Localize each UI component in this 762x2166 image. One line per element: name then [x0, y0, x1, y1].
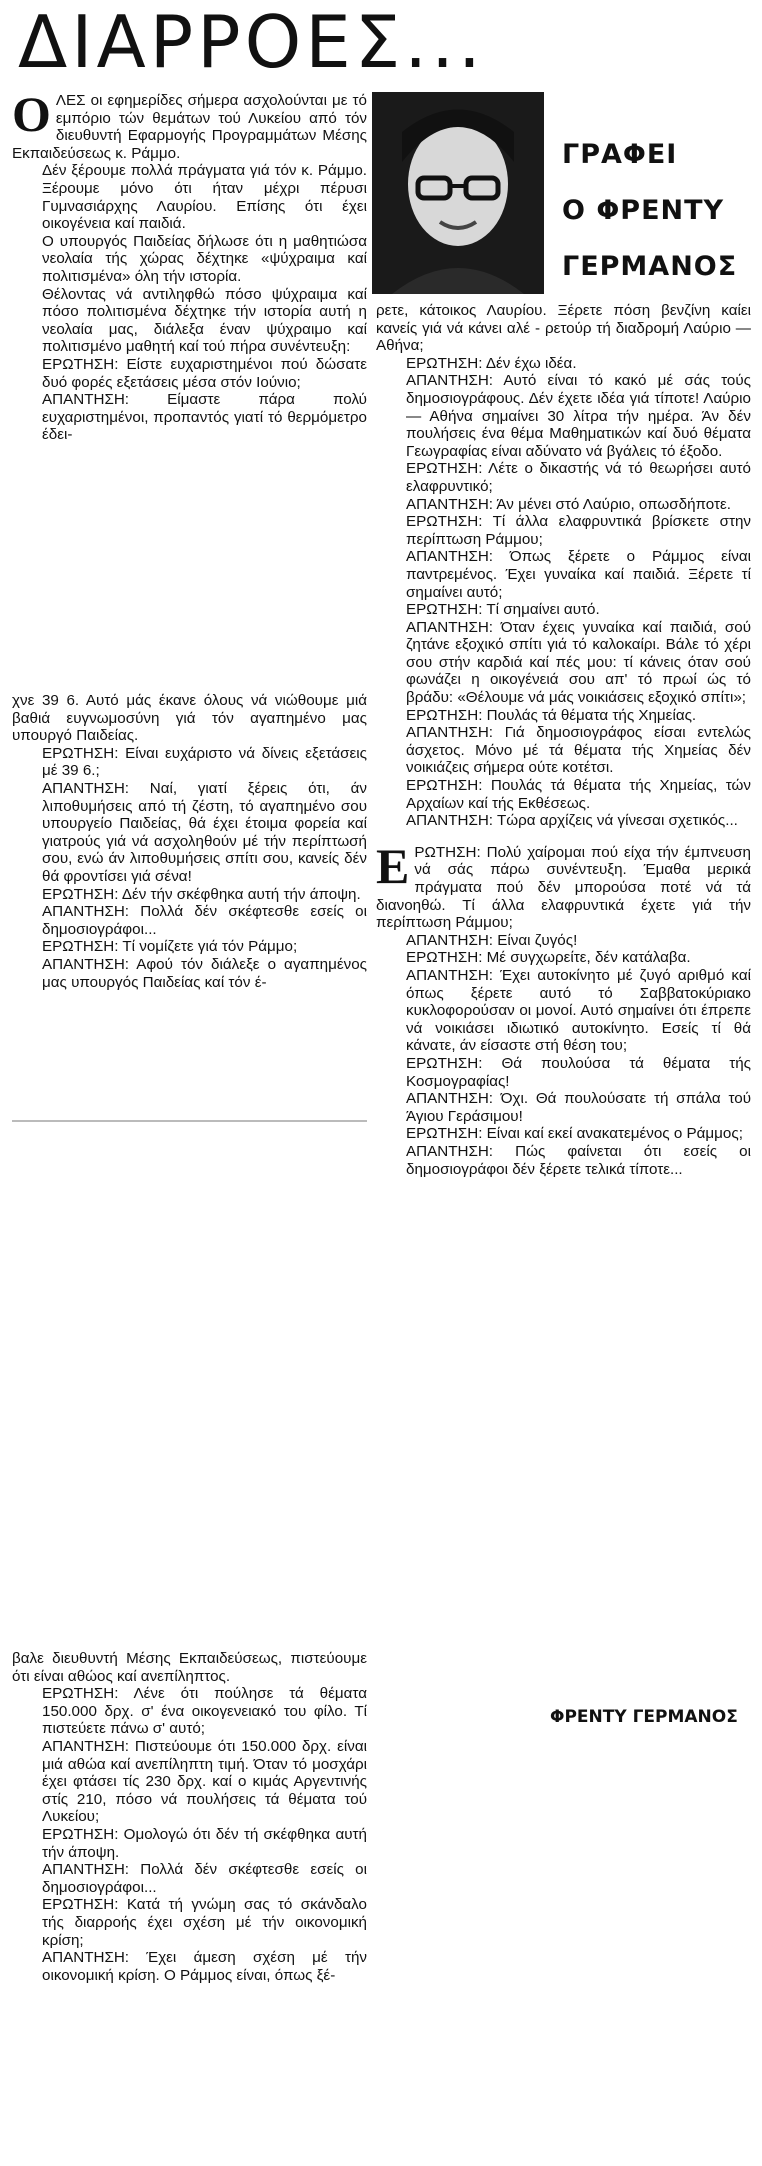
paragraph: βαλε διευθυντή Μέσης Εκπαιδεύσεως, πιστεύουμε ότι είναι αθώος καί ανεπίληπτος.	[12, 1650, 367, 1685]
answer: ΑΠΑΝΤΗΣΗ: Είναι ζυγός!	[406, 931, 578, 949]
paragraph: Ο υπουργός Παιδείας δήλωσε ότι η μαθητιώσα νεολαία τής χώρας δέχτηκε «ψύχραιμα καί πολιτισμένα» όλη τήν ιστορία.	[42, 232, 367, 285]
byline-box	[372, 92, 750, 294]
question: ΕΡΩΤΗΣΗ: Λέτε ο δικαστής νά τό θεωρήσει αυτό ελαφρυντικό;	[406, 460, 751, 495]
column-1	[12, 86, 367, 444]
answer: ΑΠΑΝΤΗΣΗ: Άν μένει στό Λαύριο, οπωσδήποτε.	[406, 495, 731, 513]
byline-line2: Ο ΦΡΕΝΤΥ	[562, 195, 725, 226]
paragraph: χνε 39 6. Αυτό μάς έκανε όλους νά νιώθουμε μιά βαθιά ευγνωμοσύνη γιά τόν αγαπημένο μας υπουργό Παιδείας.	[12, 692, 367, 745]
answer: ΑΠΑΝΤΗΣΗ: Αφού τόν διάλεξε ο αγαπημένος μας υπουργός Παιδείας καί τόν έ-	[42, 955, 367, 991]
headline: ΔΙΑΡΡΟΕΣ...	[18, 0, 485, 84]
question: ΕΡΩΤΗΣΗ: Δέν έχω ιδέα.	[406, 354, 577, 372]
answer: ΑΠΑΝΤΗΣΗ: Όπως ξέρετε ο Ράμμος είναι παντρεμένος. Έχει γυναίκα καί παιδιά. Ξέρετε τί σημαίνει αυτό;	[406, 548, 751, 601]
answer: ΑΠΑΝΤΗΣΗ: Έχει άμεση σχέση μέ τήν οικονομική κρίση. Ο Ράμμος είναι, όπως ξέ-	[42, 1949, 367, 1984]
question: ΕΡΩΤΗΣΗ: Είναι ευχάριστο νά δίνεις εξετάσεις μέ 39 6.;	[42, 744, 367, 780]
answer: ΑΠΑΝΤΗΣΗ: Πολλά δέν σκέφτεσθε εσείς οι δημοσιογράφοι...	[42, 903, 367, 938]
answer: ΑΠΑΝΤΗΣΗ: Πιστεύουμε ότι 150.000 δρχ. είναι μιά αθώα καί ανεπίληπτη τιμή. Όταν τό μοσχάρι έχει φτάσει τίς 230 δρχ. καί ο κιμάς Αργεντινής στίς 210, πόσο νά πουλήσεις τά θέματα τού Λυκείου;	[42, 1737, 367, 1826]
question: ΕΡΩΤΗΣΗ: Μέ συγχωρείτε, δέν κατάλαβα.	[406, 949, 691, 967]
answer: ΑΠΑΝΤΗΣΗ: Ναί, γιατί ξέρεις ότι, άν λιποθυμήσεις από τή ζέστη, τό αγαπημένο σου υπουργείο Παιδείας, θά έχει έτοιμα φορεία καί γιατρούς γιά νά ασχοληθούν μέ τήν περίπτωσή σου, ενώ άν λιποθυμήσεις σπίτι σου, κανείς δέν θά φροντίσει γιά σένα!	[42, 779, 367, 885]
question: ΕΡΩΤΗΣΗ: Είναι καί εκεί ανακατεμένος ο Ράμμος;	[406, 1125, 743, 1143]
divider	[12, 1120, 367, 1122]
paragraph: ΛΕΣ οι εφημερίδες σήμερα ασχολούνται με τό εμπόριο τών θεμάτων τού Λυκείου από τόν διευθυντή Εφαρμογής Προγραμμάτων Μέσης Εκπαιδεύσεως κ. Ράμμο.	[12, 92, 367, 162]
answer: ΑΠΑΝΤΗΣΗ: Γιά δημοσιογράφος είσαι εντελώς άσχετος. Μόνο μέ τά θέματα τής Χημείας δέν νοικιάζεις σήμερα ούτε κοτέτσι.	[406, 724, 751, 777]
answer: ΑΠΑΝΤΗΣΗ: Έχει αυτοκίνητο μέ ζυγό αριθμό καί όπως ξέρετε αυτό τό Σαββατοκύριακο κυκλοφορούσαν οι μονοί. Αυτό σημαίνει ότι έπρεπε νά νοικιάσει ιδιωτικό αυτοκίνητο. Εσείς τί θά κάνατε, άν είσαστε στή θέση του;	[406, 966, 751, 1055]
byline-line3: ΓΕΡΜΑΝΟΣ	[562, 251, 738, 282]
paragraph: Θέλοντας νά αντιληφθώ πόσο ψύχραιμα καί πόσο πολιτισμένα δέχτηκε τήν ιστορία αυτή η νεολαία μας, διάλεξα έναν ψύχραιμο καί πολιτισμένο μαθητή καί τού πήρα συνέντευξη:	[42, 285, 367, 356]
question: ΕΡΩΤΗΣΗ: Ομολογώ ότι δέν τή σκέφθηκα αυτή τήν άποψη.	[42, 1825, 367, 1861]
question: ΕΡΩΤΗΣΗ: Δέν τήν σκέφθηκα αυτή τήν άποψη.	[42, 885, 361, 903]
question: ΕΡΩΤΗΣΗ: Κατά τή γνώμη σας τό σκάνδαλο τής διαρροής έχει σχέση μέ τήν οικονομική κρίση;	[42, 1896, 367, 1949]
answer: ΑΠΑΝΤΗΣΗ: Πώς φαίνεται ότι εσείς οι δημοσιογράφοι δέν ξέρετε τελικά τίποτε...	[406, 1142, 751, 1178]
answer: ΑΠΑΝΤΗΣΗ: Τώρα αρχίζεις νά γίνεσαι σχετικός...	[406, 812, 738, 830]
question: ΕΡΩΤΗΣΗ: Τί άλλα ελαφρυντικά βρίσκετε στην περίπτωση Ράμμου;	[406, 513, 751, 548]
author-portrait	[372, 92, 544, 294]
question: ΕΡΩΤΗΣΗ: Λένε ότι πούλησε τά θέματα 150.000 δρχ. σ' ένα οικογενειακό του φίλο. Τί πιστεύετε πάνω σ' αυτό;	[42, 1685, 367, 1738]
paragraph: ρετε, κάτοικος Λαυρίου. Ξέρετε πόση βενζίνη καίει κανείς γιά νά κάνει αλέ - ρετούρ τή διαδρομή Λαύριο — Αθήνα;	[376, 302, 751, 355]
question: ΕΡΩΤΗΣΗ: Πουλάς τά θέματα τής Χημείας.	[406, 706, 697, 724]
question: ΡΩΤΗΣΗ: Πολύ χαίρομαι πού είχα τήν έμπνευση νά σάς πάρω συνέντευξη. Έμαθα μερικά πράγματα πού δέν μπορούσα ποτέ νά τά διανοηθώ. Τί άλλα ελαφρυντικά έχετε γιά τήν περίπτωση Ράμμου;	[376, 843, 751, 932]
question: ΕΡΩΤΗΣΗ: Τί νομίζετε γιά τόν Ράμμο;	[42, 938, 298, 956]
answer: ΑΠΑΝΤΗΣΗ: Όχι. Θά πουλούσατε τή σπάλα τού Άγιου Γεράσιμου!	[406, 1090, 751, 1125]
signature: ΦΡΕΝΤΥ ΓΕΡΜΑΝΟΣ	[550, 1707, 738, 1727]
column-3	[12, 1650, 367, 1984]
drop-cap: Ο	[12, 86, 51, 142]
column-4	[376, 302, 751, 1178]
answer: ΑΠΑΝΤΗΣΗ: Αυτό είναι τό κακό μέ σάς τούς δημοσιογράφους. Δέν έχετε ιδέα γιά τίποτε! Λαύριο — Αθήνα σημαίνει 30 λίτρα τήν ημέρα. Άν δέν πουλήσεις ένα θέμα Μαθηματικών καί δυό θέματα Γεωγραφίας είναι αδύνατο νά βγάλεις τό έξοδο.	[406, 372, 751, 460]
answer: ΑΠΑΝΤΗΣΗ: Όταν έχεις γυναίκα καί παιδιά, σού ζητάνε εξοχικό σπίτι γιά τό καλοκαίρι. Βάλε τό χέρι σου στήν καρδιά καί πές μου: τί κάνεις όταν σού φωνάζει η οικογένειά σου απ' τό πρωί ώς τό βράδυ: «Θέλουμε νά μάς νοικιάσεις εξοχικό σπίτι»;	[406, 618, 751, 707]
question: ΕΡΩΤΗΣΗ: Τί σημαίνει αυτό.	[406, 601, 600, 619]
answer: ΑΠΑΝΤΗΣΗ: Είμαστε πάρα πολύ ευχαριστημένοι, προπαντός γιατί τό θερμόμετρο έδει-	[42, 391, 367, 444]
answer: ΑΠΑΝΤΗΣΗ: Πολλά δέν σκέφτεσθε εσείς οι δημοσιογράφοι...	[42, 1861, 367, 1896]
question: ΕΡΩΤΗΣΗ: Θά πουλούσα τά θέματα τής Κοσμογραφίας!	[406, 1054, 751, 1090]
paragraph: Δέν ξέρουμε πολλά πράγματα γιά τόν κ. Ράμμο. Ξέρουμε μόνο ότι ήταν μέχρι πέρυσι Γυμνασιάρχης Λαυρίου. Επίσης ότι έχει οικογένεια καί παιδιά.	[42, 162, 367, 233]
byline-line1: ΓΡΑΦΕΙ	[562, 139, 678, 170]
question: ΕΡΩΤΗΣΗ: Πουλάς τά θέματα τής Χημείας, τών Αρχαίων καί τής Εκθέσεως.	[406, 777, 751, 812]
drop-cap: Ε	[376, 837, 410, 894]
question: ΕΡΩΤΗΣΗ: Είστε ευχαριστημένοι πού δώσατε δυό φορές εξετάσεις μέσα στόν Ιούνιο;	[42, 355, 367, 391]
byline	[562, 127, 737, 295]
column-2	[12, 692, 367, 991]
